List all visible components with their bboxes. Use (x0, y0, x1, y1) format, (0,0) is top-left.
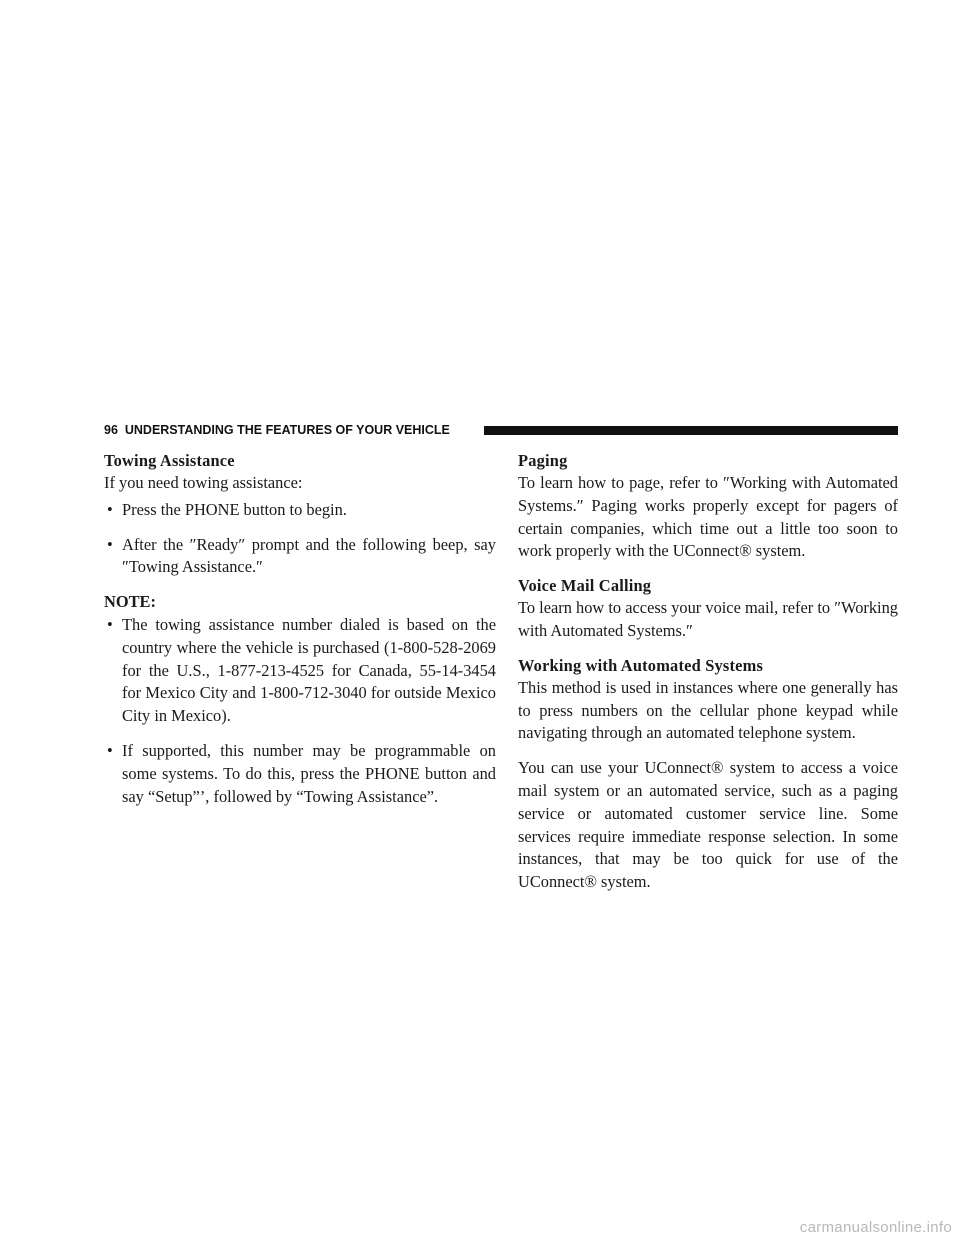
paging-body: To learn how to page, refer to ″Working with Automated Systems.″ Paging works properly except for pagers of certain companies, which time out a little too soon to work properly with the UConnect® system. (518, 473, 898, 561)
watermark: carmanualsonline.info (799, 1219, 952, 1236)
bullet-text: Press the PHONE button to begin. (122, 499, 347, 519)
page-number: 96 (104, 423, 118, 437)
automated-body-1: This method is used in instances where one generally has to press numbers on the cellular phone keypad while navigating through an automated telephone system. (518, 677, 898, 743)
header-label (104, 422, 450, 438)
bullet-icon: • (107, 614, 113, 634)
list-item (104, 740, 496, 808)
bullet-text: If supported, this number may be programmable on some systems. To do this, press the PHONE button and say “Setup”’, followed by “Towing Assistance”. (122, 740, 496, 806)
heading-voice-mail-calling: Voice Mail Calling (518, 576, 652, 596)
heading-working-with-automated-systems: Working with Automated Systems (518, 655, 764, 675)
heading-towing-assistance: Towing Assistance (104, 451, 235, 470)
bullet-text: The towing assistance number dialed is based on the country where the vehicle is purchased (1-800-528-2069 for the U.S., 1-877-213-4525 for Canada, 55-14-3454 for Mexico City and 1-800-712-3040 for outside Mexico City in Mexico). (122, 614, 496, 726)
left-column (104, 450, 496, 808)
bullet-icon: • (107, 740, 113, 760)
bullet-icon: • (107, 499, 113, 519)
right-column (518, 450, 898, 894)
bullet-icon: • (107, 534, 113, 554)
voicemail-body: To learn how to access your voice mail, refer to ″Working with Automated Systems.″ (518, 598, 898, 640)
bullet-text: After the ″Ready″ prompt and the following beep, say ″Towing Assistance.″ (122, 534, 496, 577)
header-rule (484, 426, 898, 435)
list-item (104, 499, 496, 522)
heading-paging: Paging (518, 451, 568, 470)
list-item (104, 534, 496, 580)
note-label: NOTE: (104, 592, 156, 612)
automated-body-2: You can use your UConnect® system to access a voice mail system or an automated service, such as a paging service or automated customer service line. Some services require immediate response selection. In some instances, that may be too quick for use of the UConnect® system. (518, 758, 898, 892)
list-item (104, 614, 496, 728)
towing-intro: If you need towing assistance: (104, 473, 303, 492)
section-title: UNDERSTANDING THE FEATURES OF YOUR VEHICLE (124, 423, 450, 437)
running-header (104, 422, 898, 438)
